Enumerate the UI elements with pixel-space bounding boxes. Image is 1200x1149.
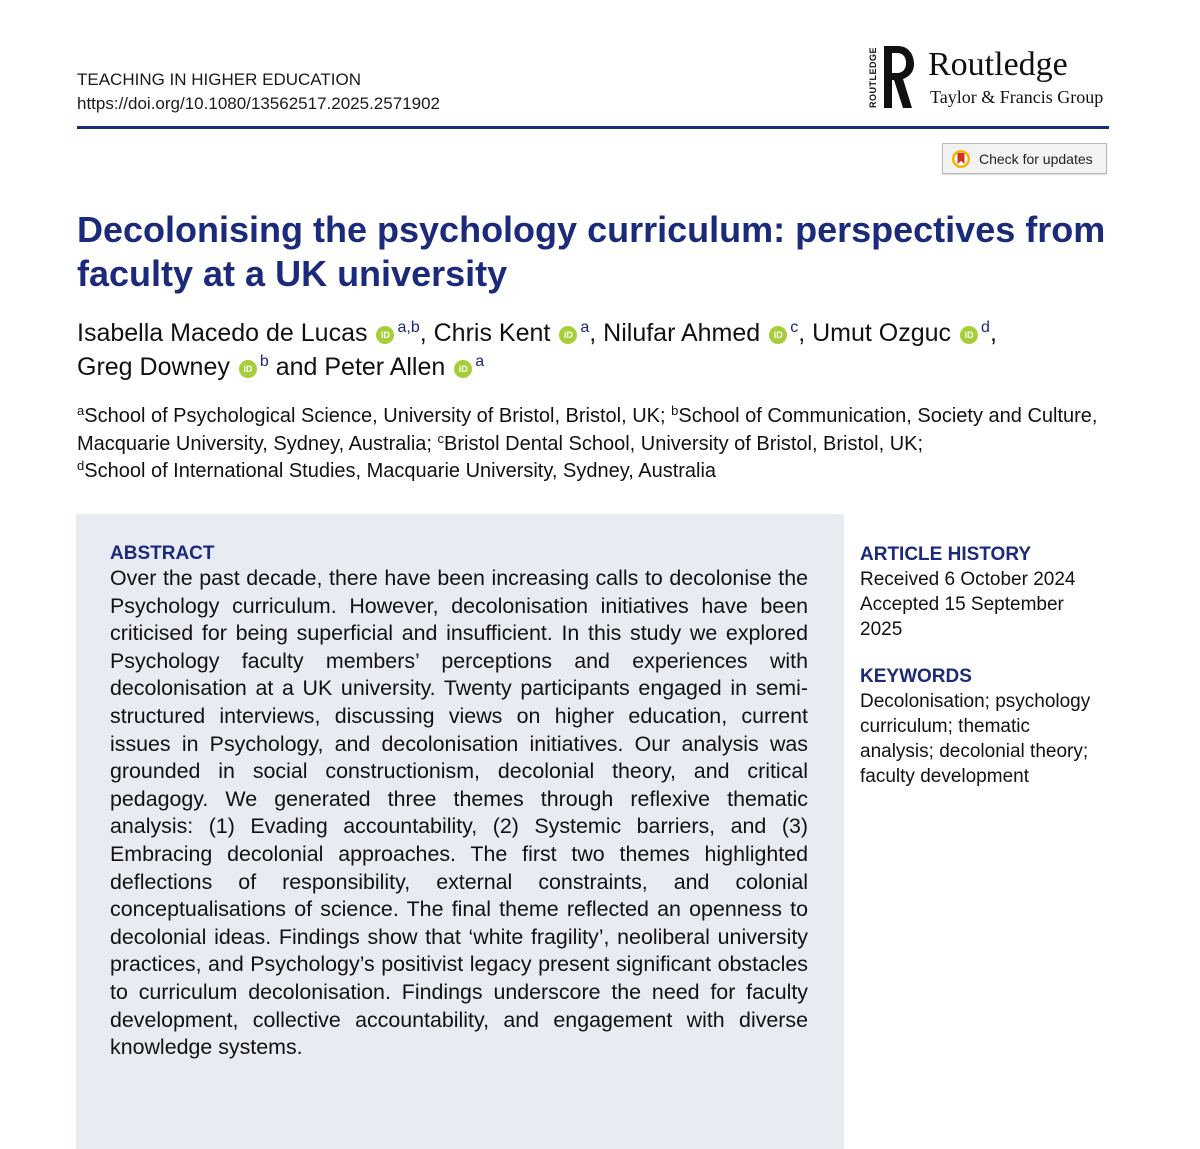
publisher-name: Routledge — [928, 46, 1068, 83]
keywords-line: curriculum; thematic — [860, 716, 1030, 737]
author — [77, 353, 269, 381]
journal-header — [77, 68, 440, 116]
routledge-logo-mark — [868, 44, 918, 110]
author-name: Isabella Macedo de Lucas — [77, 319, 368, 347]
author-affiliation-marker: a — [475, 353, 485, 370]
keywords — [860, 664, 1120, 789]
affiliations — [77, 403, 1117, 486]
author-separator: , — [419, 319, 434, 347]
check-updates-icon — [951, 149, 971, 169]
journal-name: TEACHING IN HIGHER EDUCATION — [77, 70, 361, 89]
author-affiliation-marker: c — [790, 319, 799, 336]
orcid-icon[interactable]: iD — [559, 326, 577, 344]
author-name: Umut Ozguc — [812, 319, 952, 347]
author — [324, 353, 484, 381]
keywords-heading: KEYWORDS — [860, 666, 972, 687]
orcid-icon[interactable]: iD — [769, 326, 787, 344]
author-affiliation-marker: a,b — [397, 319, 420, 336]
affiliation-text: School of Psychological Science, University of Bristol, Bristol, UK; — [84, 405, 672, 427]
author-name: Nilufar Ahmed — [603, 319, 761, 347]
article-title: Decolonising the psychology curriculum: perspectives from faculty at a UK university — [77, 209, 1106, 294]
check-for-updates-button[interactable] — [942, 143, 1107, 174]
author-affiliation-marker: b — [259, 353, 269, 370]
orcid-icon[interactable]: iD — [376, 326, 394, 344]
routledge-head-icon — [868, 44, 918, 110]
publisher-group: Taylor & Francis Group — [930, 87, 1104, 107]
affiliation-key: c — [437, 430, 445, 446]
abstract-heading: ABSTRACT — [110, 543, 215, 564]
author-name: Greg Downey — [77, 353, 230, 381]
affiliation-key: a — [77, 403, 85, 418]
orcid-icon[interactable]: iD — [454, 360, 472, 378]
publisher-logo — [868, 44, 1113, 114]
orcid-icon[interactable]: iD — [239, 360, 257, 378]
accepted-date: Accepted 15 September — [860, 594, 1064, 615]
author-name: Peter Allen — [324, 353, 446, 381]
author-list — [77, 316, 1117, 384]
routledge-logo-vertical-text: ROUTLEDGE — [868, 46, 878, 108]
header-divider — [77, 126, 1109, 129]
author-affiliation-marker: a — [580, 319, 590, 336]
doi-link[interactable]: https://doi.org/10.1080/13562517.2025.2571902 — [77, 94, 440, 113]
orcid-icon[interactable]: iD — [960, 326, 978, 344]
abstract-text: Over the past decade, there have been increasing calls to decolonise the Psychology curriculum. However, decolonisation initiatives have been criticised for being superficial and insufficient. In this study we explored Psychology faculty members’ perceptions and experiences with decolonisation at a UK university. Twenty participants engaged in semi-structured interviews, discussing views on higher education, current issues in Psychology, and decolonisation initiatives. Our analysis was grounded in social constructionism, decolonial theory, and critical pedagogy. We generated three themes through reflexive thematic analysis: (1) Evading accountability, (2) Systemic barriers, and (3) Embracing decolonial approaches. The first two themes highlighted deflections of responsibility, external constraints, and colonial conceptualisations of science. The final theme reflected an openness to decolonial ideas. Findings show that ‘white fragility’, neoliberal university practices, and Psychology’s positivist legacy present significant obstacles to curriculum decolonisation. Findings underscore the need for faculty development, collective accountability, and engagement with diverse knowledge systems. — [110, 566, 808, 1060]
affiliation-text: School of Communication, Society and Culture, Macquarie University, Sydney, Australia; — [77, 405, 1098, 455]
author-separator: , — [798, 319, 813, 347]
author — [812, 319, 997, 347]
author — [77, 319, 420, 347]
author — [434, 319, 590, 347]
article-history — [860, 542, 1120, 642]
keywords-line: faculty development — [860, 766, 1029, 787]
author-separator: , — [589, 319, 604, 347]
check-updates-label: Check for updates — [979, 150, 1093, 167]
author-separator: and — [268, 353, 325, 381]
article-history-heading: ARTICLE HISTORY — [860, 544, 1032, 565]
affiliation-text: Bristol Dental School, University of Bristol, Bristol, UK; — [444, 432, 924, 455]
author-name: Chris Kent — [433, 319, 551, 347]
accepted-date-year: 2025 — [860, 619, 903, 640]
author-separator: , — [989, 319, 997, 347]
affiliation-text: School of International Studies, Macquarie University, Sydney, Australia — [84, 460, 717, 482]
keywords-line: Decolonisation; psychology — [860, 691, 1091, 712]
affiliation-key: b — [671, 403, 679, 418]
keywords-line: analysis; decolonial theory; — [860, 741, 1089, 762]
author — [603, 319, 798, 347]
affiliation-key: d — [77, 458, 85, 473]
author-affiliation-marker: d — [981, 319, 990, 336]
received-date: Received 6 October 2024 — [860, 569, 1076, 590]
